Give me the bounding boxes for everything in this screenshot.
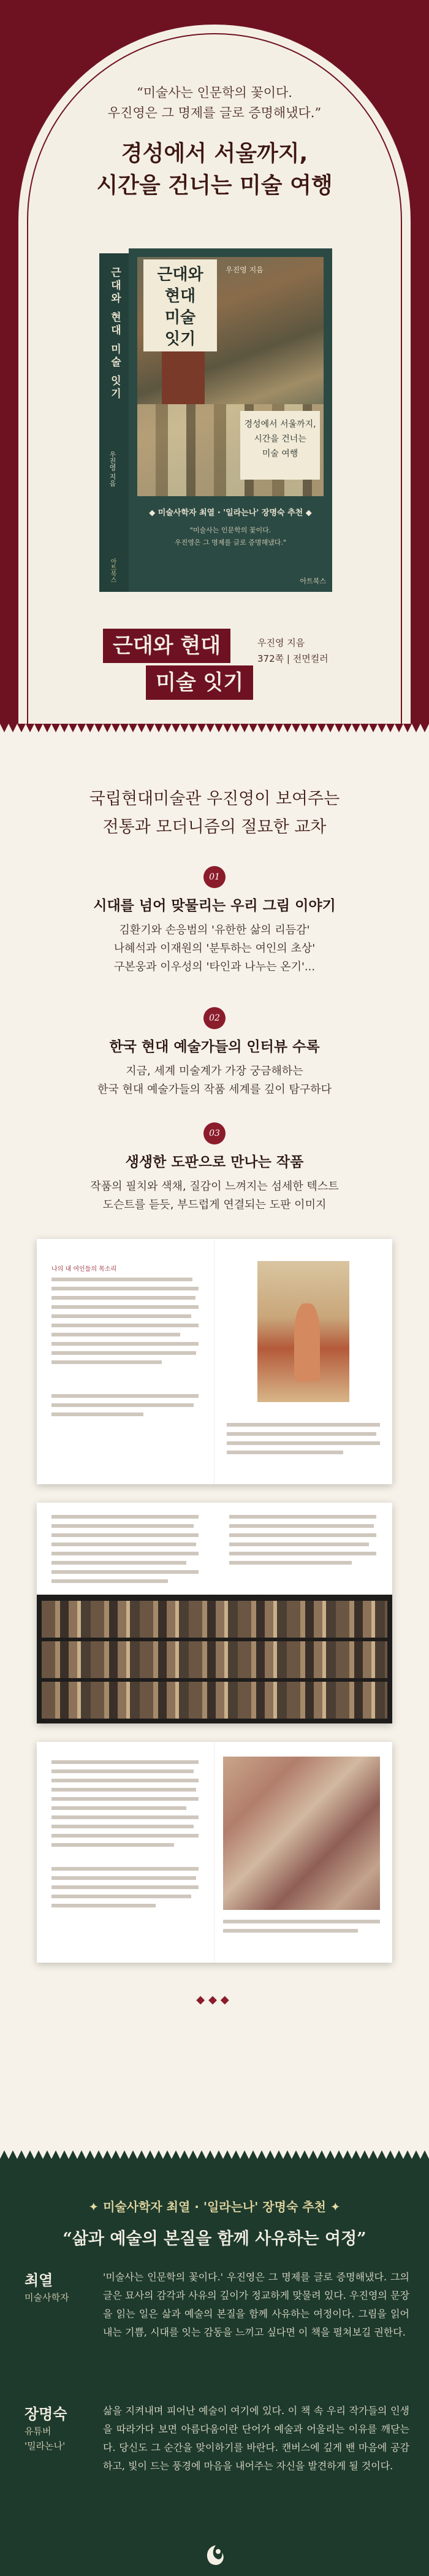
sample-spread-3 bbox=[37, 1742, 392, 1963]
feature-1-title: 시대를 넘어 맞물리는 우리 그림 이야기 bbox=[93, 898, 336, 914]
recommender-1-text: '미술사는 인문학의 꽃이다.' 우진영은 그 명제를 글로 증명해냈다. 그의 글은 묘사의 감각과 사유의 깊이가 정교하게 맞물려 있다. 우진영의 문장을 읽는 일은 삶과 예술의 본질을 함께 사유하는 여정이다. 그림을 읽어내는 기쁨, 시대를 잇는 감동을 느끼고 싶다면 이 책을 펼쳐보길 권한다. bbox=[103, 2271, 409, 2338]
publisher-logo-icon bbox=[199, 2538, 230, 2570]
sample-artwork-portrait bbox=[257, 1261, 349, 1402]
spread-3-caption bbox=[223, 1920, 380, 1938]
hero-section bbox=[0, 0, 429, 724]
spine-author: 우진영 지음 bbox=[108, 451, 116, 487]
feature-3-title: 생생한 도판으로 만나는 작품 bbox=[125, 1154, 304, 1170]
feature-2-title: 한국 현대 예술가들의 인터뷰 수록 bbox=[109, 1039, 320, 1055]
cover-title: 근대와 현대 미술 잇기 bbox=[143, 259, 217, 351]
cover-publisher: 아트북스 bbox=[300, 577, 326, 585]
sample-artwork-shelves bbox=[37, 1595, 392, 1723]
recommendation-headline: “삶과 예술의 본질을 함께 사유하는 여정” bbox=[63, 2229, 366, 2248]
spread-1-left-page bbox=[51, 1263, 199, 1422]
spread-1-right-text bbox=[227, 1423, 380, 1460]
feature-1-number: 01 bbox=[203, 866, 226, 888]
sample-spread-2 bbox=[37, 1503, 392, 1723]
recommender-1-role: 미술사학자 bbox=[25, 2292, 69, 2303]
recommender-2-text: 삶을 지켜내며 피어난 예술이 여기에 있다. 이 책 속 우리 작가들의 인생을 따라가다 보면 아름다움이란 단어가 예술과 어울리는 이유를 깨닫는다. 당신도 그 순간을 맞이하기를 바란다. 캔버스에 깊게 밴 마음에 공감하고, 빛이 드는 풍경에 마음을 내어주는 자신을 발견하게 될 것이다. bbox=[103, 2405, 409, 2472]
recommender-2-role: 유튜버 '밀라논나' bbox=[25, 2426, 66, 2451]
recommendations-section bbox=[0, 2159, 429, 2576]
hero-headline: 경성에서 서울까지, 시간을 건너는 미술 여행 bbox=[96, 141, 333, 198]
features-section bbox=[0, 724, 429, 2159]
recommendation-tag: ✦ 미술사학자 최열 · '일라는나' 장명숙 추천 ✦ bbox=[88, 2199, 341, 2214]
feature-1-body: 김환기와 손응범의 '유한한 삶의 리듬감' 나혜석과 이재원의 '분투하는 여인의 초상' 구본웅과 이우성의 '타인과 나누는 온기'... bbox=[113, 924, 316, 973]
cover-author: 우진영 지음 bbox=[226, 266, 264, 274]
features-intro: 국립현대미술관 우진영이 보여주는 전통과 모더니즘의 절묘한 교차 bbox=[89, 789, 340, 837]
spread-2-left-text bbox=[51, 1515, 199, 1589]
recommender-1-name: 최열 bbox=[25, 2272, 53, 2289]
sample-spread-1 bbox=[37, 1239, 392, 1484]
hero-quote: “미술사는 인문학의 꽃이다. 우진영은 그 명제를 글로 증명해냈다.” bbox=[107, 85, 322, 120]
top-zigzag-border bbox=[0, 724, 429, 732]
spread-3-left-page bbox=[51, 1760, 199, 1913]
spine-title: 근대와 현대 미술 잇기 bbox=[108, 267, 121, 401]
cover-subtitle: 경성에서 서울까지, 시간을 건너는 미술 여행 bbox=[240, 411, 320, 480]
book-cover-image bbox=[99, 248, 332, 592]
feature-2-number: 02 bbox=[203, 1007, 226, 1029]
book-title-line-2: 미술 잇기 bbox=[146, 665, 253, 700]
recommender-2-name: 장명숙 bbox=[25, 2405, 67, 2423]
bottom-zigzag-border bbox=[0, 2150, 429, 2159]
sample-artwork-landscape bbox=[223, 1757, 380, 1910]
sample-heading: 나의 내 여인들의 목소리 bbox=[51, 1266, 117, 1273]
feature-3-number: 03 bbox=[203, 1122, 226, 1144]
book-title-block bbox=[103, 629, 244, 702]
cover-blurb: "미술사는 인문학의 꽃이다. 우진영은 그 명제를 글로 증명해냈다." bbox=[175, 526, 286, 546]
cover-recommendation: ◆ 미술사학자 최열 · '일라는나' 장명숙 추천 ◆ bbox=[149, 508, 312, 518]
spread-2-right-text bbox=[229, 1515, 376, 1570]
spine-publisher: 아트북스 bbox=[109, 558, 116, 583]
feature-3-body: 작품의 필치와 색채, 질감이 느껴지는 섬세한 텍스트 도슨트를 듣듯, 부드럽게 연결되는 도판 이미지 bbox=[90, 1180, 339, 1211]
section-divider-dots: ◆◆◆ bbox=[196, 1993, 233, 2006]
book-meta: 우진영 지음 372쪽 | 전면컬러 bbox=[257, 637, 328, 664]
book-title-line-1: 근대와 현대 bbox=[103, 629, 230, 663]
feature-2-body: 지금, 세계 미술계가 가장 궁금해하는 한국 현대 예술가들의 작품 세계를 깊이 탐구하다 bbox=[97, 1065, 332, 1096]
